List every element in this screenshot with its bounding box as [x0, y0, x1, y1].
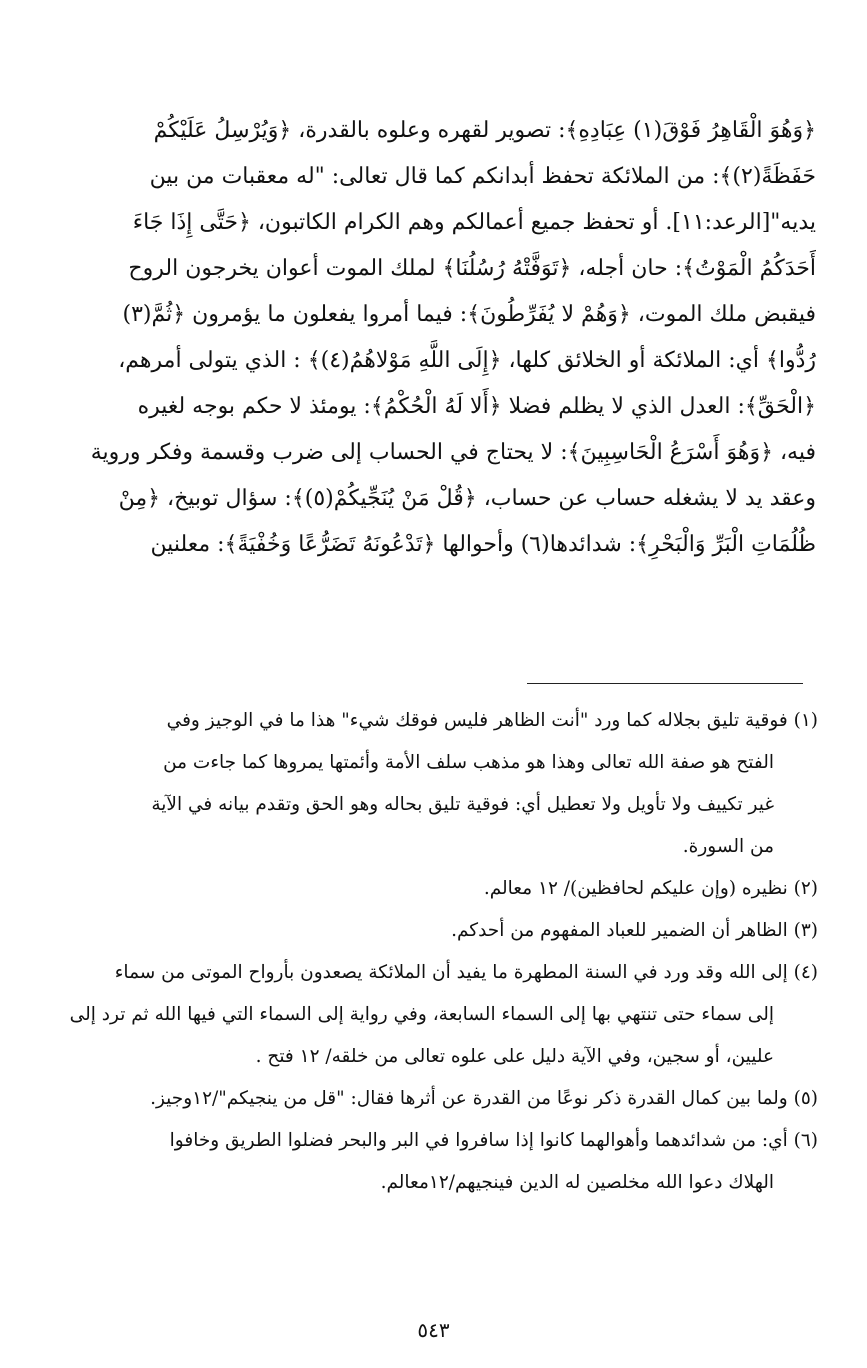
footnote-1: [48, 700, 818, 868]
footnote-4: [48, 952, 818, 1078]
footnote-line: عليين، أو سجين، وفي الآية دليل على علوه تعالى من خلقه/ ١٢ فتح .: [255, 1046, 774, 1067]
body-line: فيه، ﴿وَهُوَ أَسْرَعُ الْحَاسِبِينَ﴾: لا يحتاج في الحساب إلى ضرب وقسمة وفكر وروية: [90, 440, 816, 465]
body-line: ﴿وَهُوَ الْقَاهِرُ فَوْقَ(١) عِبَادِهِ﴾: تصوير لقهره وعلوه بالقدرة، ﴿وَيُرْسِلُ عَلَيْكُمْ: [153, 118, 816, 143]
footnote-line: الهلاك دعوا الله مخلصين له الدين فينجيهم/١٢معالم.: [380, 1172, 774, 1193]
footnote-line: الفتح هو صفة الله تعالى وهذا هو مذهب سلف الأمة وأئمتها يمروها كما جاءت من: [163, 752, 774, 773]
main-text: [56, 108, 816, 568]
body-line: حَفَظَةً(٢)﴾: من الملائكة تحفظ أبدانكم كما قال تعالى: "له معقبات من بين: [149, 164, 816, 189]
footnote-line: (٥) ولما بين كمال القدرة ذكر نوعًا من القدرة عن أثرها فقال: "قل من ينجيكم"/١٢وجيز.: [150, 1088, 818, 1109]
footnotes: [48, 700, 818, 1204]
body-line: فيقبض ملك الموت، ﴿وَهُمْ لا يُفَرِّطُونَ﴾: فيما أمروا يفعلون ما يؤمرون ﴿ثُمَّ(٣): [122, 302, 816, 327]
footnote-line: (٤) إلى الله وقد ورد في السنة المطهرة ما يفيد أن الملائكة يصعدون بأرواح الموتى من سماء: [114, 962, 818, 983]
footnote-line: غير تكييف ولا تأويل ولا تعطيل أي: فوقية تليق بحاله وهو الحق وتقدم بيانه في الآية: [151, 794, 774, 815]
footnote-5: [48, 1078, 818, 1120]
footnote-6: [48, 1120, 818, 1204]
footnote-line: (١) فوقية تليق بجلاله كما ورد "أنت الظاهر فليس فوقك شيء" هذا ما في الوجيز وفي: [166, 710, 818, 731]
body-line: رُدُّوا﴾ أي: الملائكة أو الخلائق كلها، ﴿إِلَى اللَّهِ مَوْلاهُمُ(٤)﴾ : الذي يتولى أمرهم،: [118, 348, 816, 373]
body-line: ﴿الْحَقِّ﴾: العدل الذي لا يظلم فضلا ﴿أَلا لَهُ الْحُكْمُ﴾: يومئذ لا حكم بوجه لغيره: [137, 394, 816, 419]
footnote-line: إلى سماء حتى تنتهي بها إلى السماء السابعة، وفي رواية إلى السماء التي فيها الله ثم ترد إلى: [69, 1004, 774, 1025]
footnote-line: (٣) الظاهر أن الضمير للعباد المفهوم من أحدكم.: [451, 920, 818, 941]
footnote-line: (٦) أي: من شدائدهما وأهوالهما كانوا إذا سافروا في البر والبحر فضلوا الطريق وخافوا: [169, 1130, 818, 1151]
page-number: ٥٤٣: [417, 1318, 450, 1342]
body-line: وعقد يد لا يشغله حساب عن حساب، ﴿قُلْ مَنْ يُنَجِّيكُمْ(٥)﴾: سؤال توبيخ، ﴿مِنْ: [118, 486, 816, 511]
footnote-2: [48, 868, 818, 910]
footnote-separator: [527, 683, 803, 684]
footnote-3: [48, 910, 818, 952]
body-line: يديه"[الرعد:١١]. أو تحفظ جميع أعمالكم وهم الكرام الكاتبون، ﴿حَتَّى إِذَا جَاءَ: [132, 210, 816, 235]
body-line: ظُلُمَاتِ الْبَرِّ وَالْبَحْرِ﴾: شدائدها(٦) وأحوالها ﴿تَدْعُونَهُ تَضَرُّعًا وَخُفْيَةً﴾: معلنين: [150, 532, 816, 557]
footnote-line: من السورة.: [682, 836, 774, 857]
body-line: أَحَدَكُمُ الْمَوْتُ﴾: حان أجله، ﴿تَوَفَّتْهُ رُسُلُنَا﴾ لملك الموت أعوان يخرجون الروح: [128, 256, 816, 281]
footnote-line: (٢) نظيره (وإن عليكم لحافظين)/ ١٢ معالم.: [483, 878, 818, 899]
